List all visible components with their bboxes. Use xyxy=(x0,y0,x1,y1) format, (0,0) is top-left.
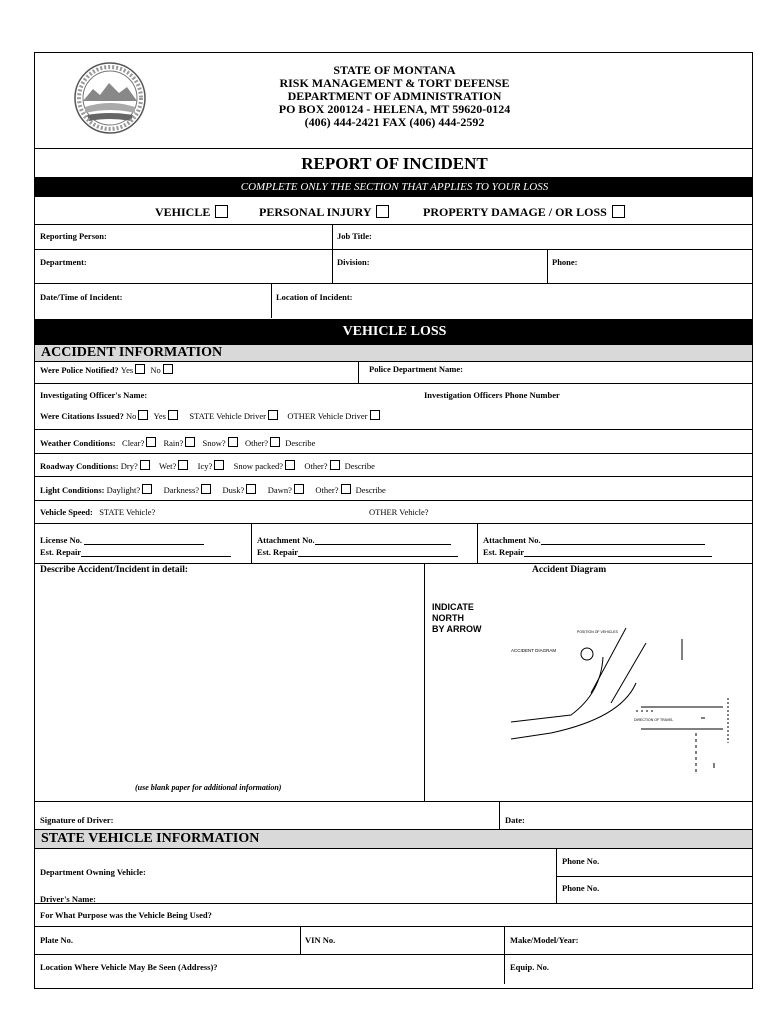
department-field[interactable]: Department: xyxy=(40,257,87,267)
other-driver-checkbox[interactable] xyxy=(370,410,380,420)
plate-no-field[interactable]: Plate No. xyxy=(40,935,74,945)
light-other-checkbox[interactable] xyxy=(341,484,351,494)
weather-clear-checkbox[interactable] xyxy=(146,437,156,447)
light-row: Light Conditions: Daylight? Darkness? Dusk? Dawn? Other? Describe xyxy=(40,485,386,495)
est-repair-field-1[interactable]: Est. Repair xyxy=(40,547,231,557)
weather-snow-checkbox[interactable] xyxy=(228,437,238,447)
roadway-snow-packed-checkbox[interactable] xyxy=(285,460,295,470)
blank-paper-note: (use blank paper for additional information) xyxy=(135,783,282,792)
license-no-field[interactable]: License No. xyxy=(40,535,204,545)
agency-header xyxy=(35,64,754,129)
make-model-year-field[interactable]: Make/Model/Year: xyxy=(510,935,579,945)
header-line-5: (406) 444-2421 FAX (406) 444-2592 xyxy=(304,115,485,129)
est-repair-field-2[interactable]: Est. Repair xyxy=(257,547,458,557)
describe-detail-area[interactable] xyxy=(35,577,424,797)
accident-diagram-title: Accident Diagram xyxy=(532,565,607,575)
attachment-no-field-2[interactable]: Attachment No. xyxy=(483,535,705,545)
property-damage-checkbox[interactable] xyxy=(612,205,625,218)
state-vehicle-speed-field[interactable]: STATE Vehicle? xyxy=(99,507,156,517)
light-dawn-checkbox[interactable] xyxy=(294,484,304,494)
police-notified-row: Were Police Notified? Yes No xyxy=(40,364,176,375)
diagram-accident-label: ACCIDENT DIAGRAM xyxy=(511,648,557,653)
est-repair-field-3[interactable]: Est. Repair xyxy=(483,547,712,557)
job-title-field[interactable]: Job Title: xyxy=(337,231,372,241)
header-line-1: STATE OF MONTANA xyxy=(333,63,456,77)
form-title: REPORT OF INCIDENT xyxy=(301,154,488,173)
roadway-other-checkbox[interactable] xyxy=(330,460,340,470)
vehicle-checkbox[interactable] xyxy=(215,205,228,218)
equip-no-field[interactable]: Equip. No. xyxy=(510,962,549,972)
phone-no-field-1[interactable]: Phone No. xyxy=(562,856,600,866)
property-damage-label: PROPERTY DAMAGE / OR LOSS xyxy=(423,205,607,219)
describe-detail-label: Describe Accident/Incident in detail: xyxy=(40,565,189,575)
vehicle-purpose-field[interactable]: For What Purpose was the Vehicle Being Used? xyxy=(40,910,212,920)
roadway-dry-checkbox[interactable] xyxy=(140,460,150,470)
drivers-name-field[interactable]: Driver's Name: xyxy=(40,894,96,904)
state-vehicle-heading: STATE VEHICLE INFORMATION xyxy=(41,831,260,846)
signature-date-field[interactable]: Date: xyxy=(505,815,525,825)
phone-no-field-2[interactable]: Phone No. xyxy=(562,883,600,893)
police-yes-checkbox[interactable] xyxy=(135,364,145,374)
vin-no-field[interactable]: VIN No. xyxy=(305,935,336,945)
weather-row: Weather Conditions: Clear? Rain? Snow? Other? Describe xyxy=(40,438,316,448)
light-daylight-checkbox[interactable] xyxy=(142,484,152,494)
vehicle-label: VEHICLE xyxy=(155,205,211,219)
date-time-field[interactable]: Date/Time of Incident: xyxy=(40,292,123,302)
weather-other-checkbox[interactable] xyxy=(270,437,280,447)
officer-name-field[interactable]: Investigating Officer's Name: xyxy=(40,390,148,400)
other-vehicle-speed-field[interactable]: OTHER Vehicle? xyxy=(369,507,429,517)
roadway-icy-checkbox[interactable] xyxy=(214,460,224,470)
vehicle-speed-row: Vehicle Speed: STATE Vehicle? xyxy=(40,507,156,517)
roadway-row: Roadway Conditions: Dry? Wet? Icy? Snow packed? Other? Describe xyxy=(40,461,375,471)
accident-information-heading: ACCIDENT INFORMATION xyxy=(41,345,223,360)
attachment-no-field-1[interactable]: Attachment No. xyxy=(257,535,451,545)
police-no-checkbox[interactable] xyxy=(163,364,173,374)
light-dusk-checkbox[interactable] xyxy=(246,484,256,494)
citations-row: Were Citations Issued? No Yes STATE Vehicle Driver OTHER Vehicle Driver xyxy=(40,410,383,421)
vehicle-location-field[interactable]: Location Where Vehicle May Be Seen (Address)? xyxy=(40,962,218,972)
location-field[interactable]: Location of Incident: xyxy=(276,292,353,302)
driver-signature-field[interactable]: Signature of Driver: xyxy=(40,815,114,825)
header-line-3: DEPARTMENT OF ADMINISTRATION xyxy=(287,89,502,103)
phone-field[interactable]: Phone: xyxy=(552,257,578,267)
officer-phone-field[interactable]: Investigation Officers Phone Number xyxy=(424,390,560,400)
citations-yes-checkbox[interactable] xyxy=(168,410,178,420)
accident-diagram[interactable] xyxy=(491,623,751,798)
personal-injury-label: PERSONAL INJURY xyxy=(259,205,372,219)
personal-injury-checkbox[interactable] xyxy=(376,205,389,218)
header-line-4: PO BOX 200124 - HELENA, MT 59620-0124 xyxy=(278,102,511,116)
header-line-2: RISK MANAGEMENT & TORT DEFENSE xyxy=(279,76,510,90)
state-driver-checkbox[interactable] xyxy=(268,410,278,420)
incident-report-form xyxy=(34,52,753,989)
citations-no-checkbox[interactable] xyxy=(138,410,148,420)
division-field[interactable]: Division: xyxy=(337,257,370,267)
weather-rain-checkbox[interactable] xyxy=(185,437,195,447)
instruction-text: COMPLETE ONLY THE SECTION THAT APPLIES TO YOUR LOSS xyxy=(240,181,549,193)
reporting-person-field[interactable]: Reporting Person: xyxy=(40,231,107,241)
light-darkness-checkbox[interactable] xyxy=(201,484,211,494)
indicate-north-text: INDICATE NORTH BY ARROW xyxy=(432,602,482,634)
vehicle-loss-title: VEHICLE LOSS xyxy=(342,324,447,339)
diagram-mid-label: DIRECTION OF TRAVEL xyxy=(634,718,674,722)
diagram-small-label: POSITION OF VEHICLES xyxy=(577,630,618,634)
roadway-wet-checkbox[interactable] xyxy=(178,460,188,470)
department-owning-field[interactable]: Department Owning Vehicle: xyxy=(40,867,146,877)
police-department-field[interactable]: Police Department Name: xyxy=(369,364,463,374)
